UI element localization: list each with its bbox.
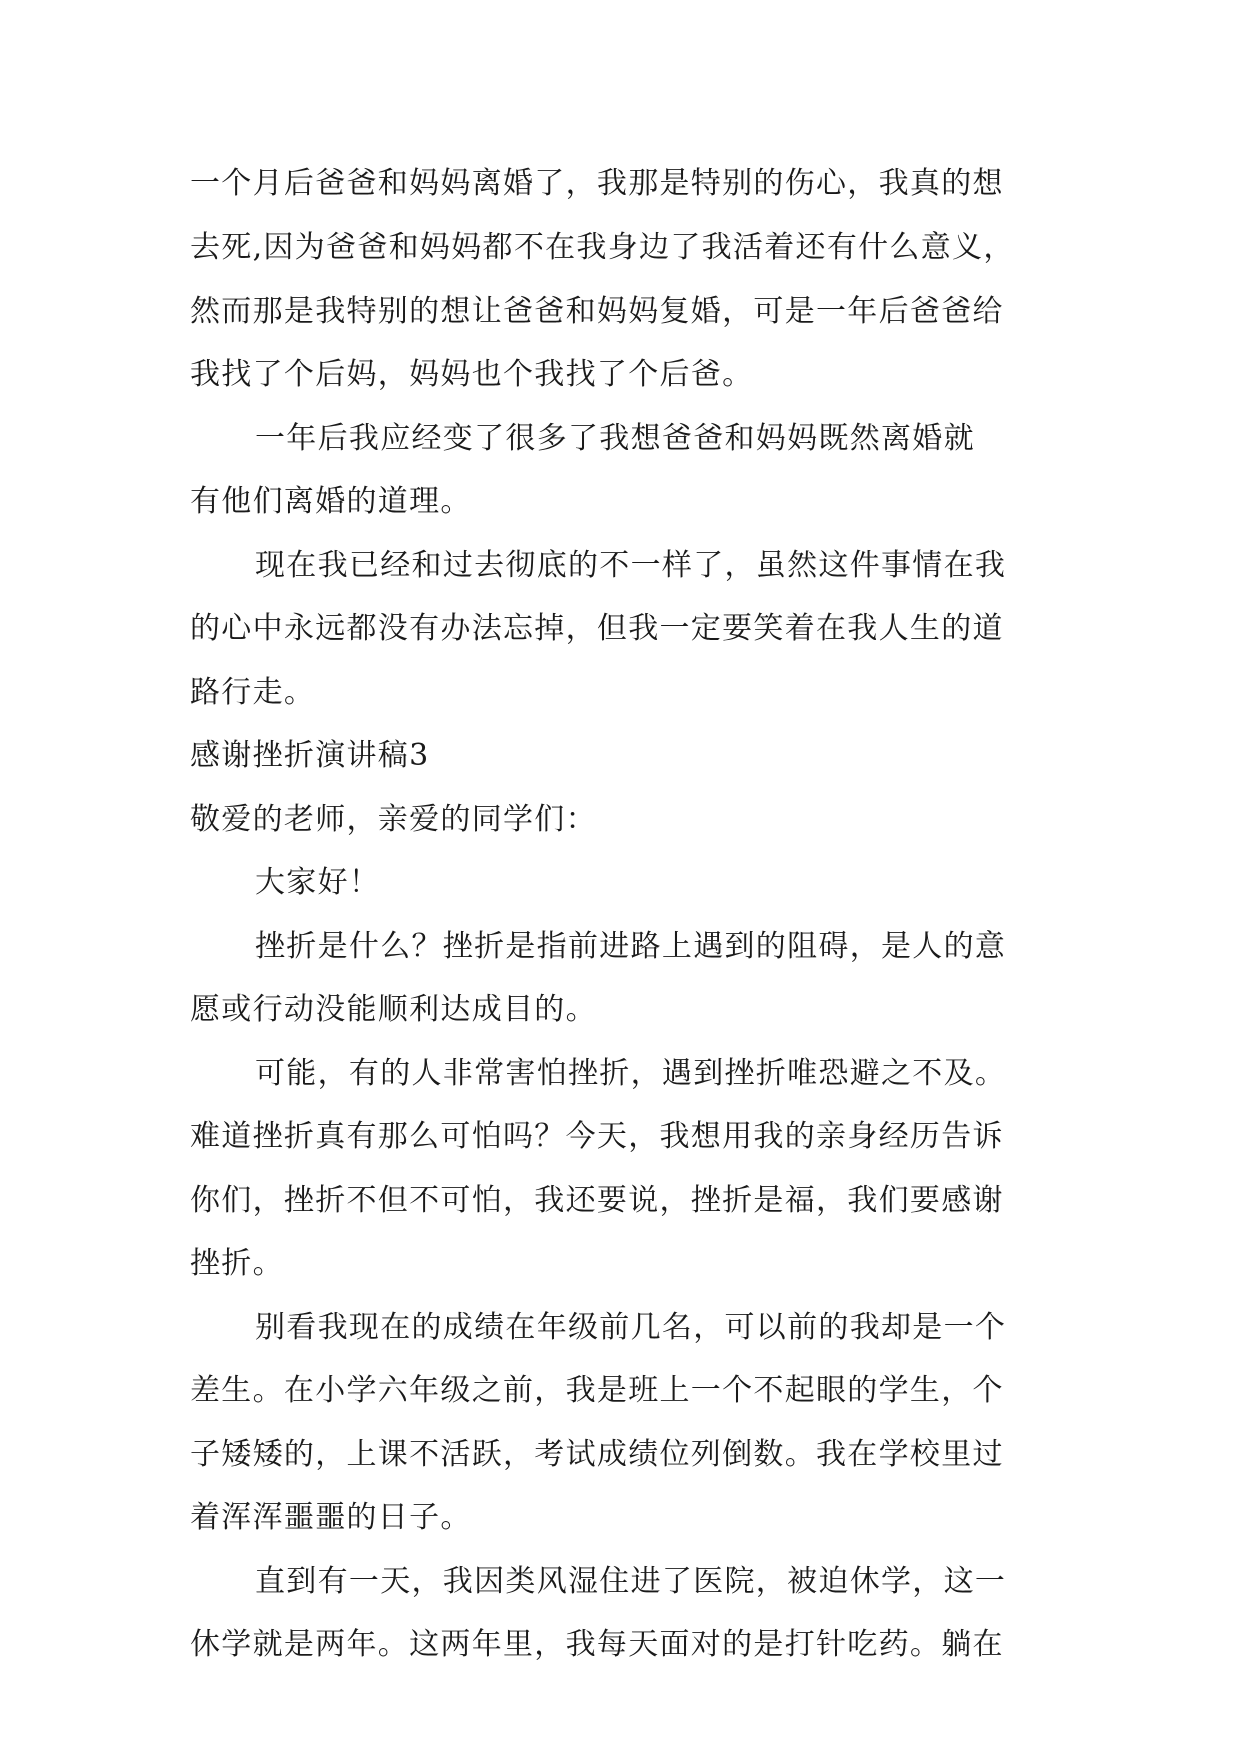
paragraph-first-line: 直到有一天，我因类风湿住进了医院，被迫休学，这一 (255, 1564, 1007, 1599)
text-line: 难道挫折真有那么可怕吗？今天，我想用我的亲身经历告诉 (190, 1119, 1004, 1154)
paragraph-first-line: 挫折是什么？挫折是指前进路上遇到的阻碍，是人的意 (255, 929, 1007, 964)
section-heading: 感谢挫折演讲稿3 (190, 738, 430, 773)
text-line: 愿或行动没能顺利达成目的。 (190, 992, 597, 1027)
text-line: 着浑浑噩噩的日子。 (190, 1500, 472, 1535)
text-line: 你们，挫折不但不可怕，我还要说，挫折是福，我们要感谢 (190, 1183, 1004, 1218)
text-line: 我找了个后妈，妈妈也个我找了个后爸。 (190, 357, 754, 392)
paragraph-first-line: 可能，有的人非常害怕挫折，遇到挫折唯恐避之不及。 (255, 1056, 1007, 1091)
text-line: 差生。在小学六年级之前，我是班上一个不起眼的学生，个 (190, 1373, 1004, 1408)
text-line: 的心中永远都没有办法忘掉，但我一定要笑着在我人生的道 (190, 611, 1004, 646)
paragraph-first-line: 一年后我应经变了很多了我想爸爸和妈妈既然离婚就 (255, 421, 975, 456)
paragraph-first-line: 现在我已经和过去彻底的不一样了，虽然这件事情在我 (255, 548, 1007, 583)
text-line: 休学就是两年。这两年里，我每天面对的是打针吃药。躺在 (190, 1627, 1004, 1662)
text-line: 去死,因为爸爸和妈妈都不在我身边了我活着还有什么意义， (190, 230, 1015, 265)
text-line: 一个月后爸爸和妈妈离婚了，我那是特别的伤心，我真的想 (190, 166, 1004, 201)
text-line: 有他们离婚的道理。 (190, 484, 472, 519)
text-line: 路行走。 (190, 675, 316, 710)
salutation: 敬爱的老师，亲爱的同学们： (190, 802, 597, 837)
text-line: 子矮矮的，上课不活跃，考试成绩位列倒数。我在学校里过 (190, 1437, 1004, 1472)
text-line: 然而那是我特别的想让爸爸和妈妈复婚，可是一年后爸爸给 (190, 294, 1004, 329)
paragraph-first-line: 别看我现在的成绩在年级前几名，可以前的我却是一个 (255, 1310, 1007, 1345)
text-line: 挫折。 (190, 1246, 284, 1281)
greeting: 大家好！ (255, 865, 381, 900)
